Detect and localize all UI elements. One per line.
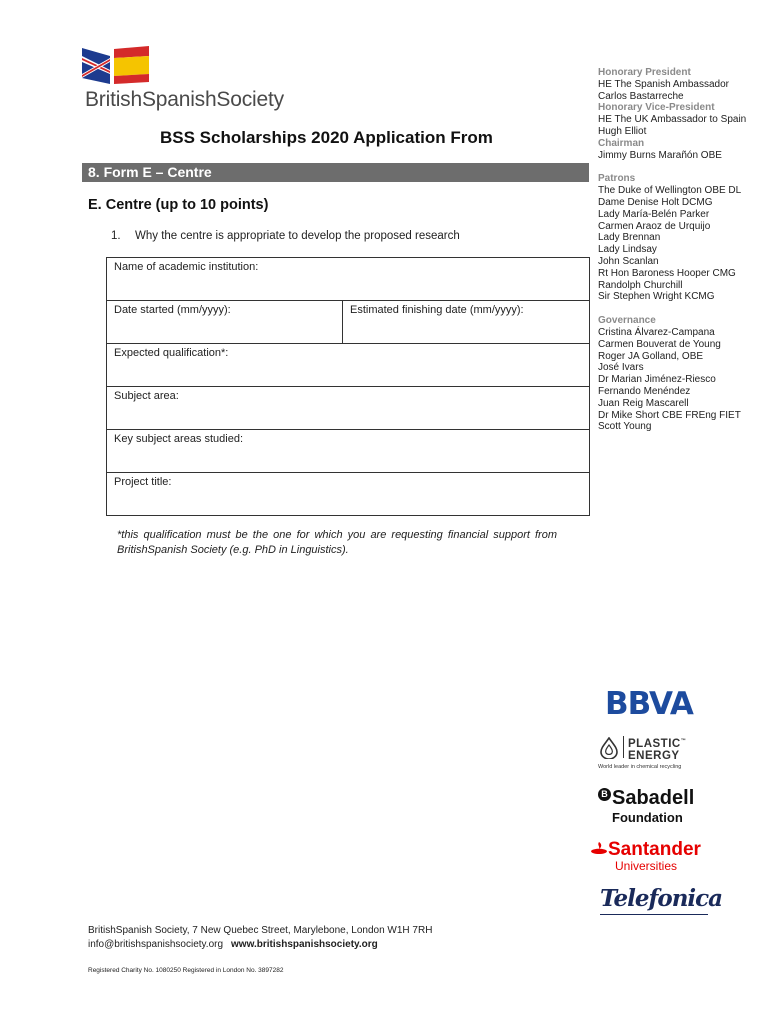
qualification-field[interactable] xyxy=(107,344,590,387)
sabadell-foundation-word: Foundation xyxy=(612,810,683,825)
list-item: Lady Brennan xyxy=(598,232,661,244)
telefonica-logo: Telefonica xyxy=(600,885,723,912)
list-item: Dr Marian Jiménez-Riesco xyxy=(598,374,716,386)
project-title-field[interactable] xyxy=(107,473,590,516)
trademark-mark: ™ xyxy=(680,738,687,744)
sabadell-word: Sabadell xyxy=(612,787,695,809)
sabadell-b-mark: B xyxy=(598,788,611,801)
plastic-divider xyxy=(623,736,624,758)
list-item: HE The UK Ambassador to Spain xyxy=(598,114,747,126)
santander-universities-word: Universities xyxy=(615,859,678,873)
key-subjects-field[interactable] xyxy=(107,430,590,473)
sidebar-officers xyxy=(598,67,770,433)
list-item: HE The Spanish Ambassador xyxy=(598,78,730,90)
footer-registration: Registered Charity No. 1080250 Registered in London No. 3897282 xyxy=(88,967,284,974)
list-item: Carmen Araoz de Urquijo xyxy=(598,220,711,232)
plastic-energy-logo xyxy=(628,735,686,762)
governance-label: Governance xyxy=(598,315,656,327)
list-item: Juan Reig Mascarell xyxy=(598,397,689,409)
list-item: Cristina Álvarez-Campana xyxy=(598,326,715,338)
logo-wordmark: BritishSpanishSociety xyxy=(85,88,284,111)
plastic-word: PLASTIC xyxy=(628,737,681,750)
institution-label: Name of academic institution: xyxy=(114,261,259,273)
list-item: Rt Hon Baroness Hooper CMG xyxy=(598,267,736,279)
list-item: Carmen Bouverat de Young xyxy=(598,338,721,350)
list-item: Lady María-Belén Parker xyxy=(598,208,710,220)
honorary-vp-label: Honorary Vice-President xyxy=(598,102,715,114)
plastic-energy-tagline: World leader in chemical recycling xyxy=(598,764,682,770)
footer-contact xyxy=(88,939,378,950)
date-finishing-field[interactable] xyxy=(343,301,590,344)
date-started-field[interactable] xyxy=(107,301,343,344)
date-finishing-label: Estimated finishing date (mm/yyyy): xyxy=(350,304,524,316)
question-1 xyxy=(111,230,460,242)
list-item: John Scanlan xyxy=(598,255,659,267)
list-item: Fernando Menéndez xyxy=(598,385,691,397)
list-item: José Ivars xyxy=(598,362,644,374)
honorary-president-label: Honorary President xyxy=(598,67,691,78)
key-subjects-label: Key subject areas studied: xyxy=(114,433,244,445)
subject-area-label: Subject area: xyxy=(114,390,179,402)
question-text: Why the centre is appropriate to develop the proposed research xyxy=(135,230,460,242)
british-spanish-society-logo xyxy=(82,46,322,126)
date-started-label: Date started (mm/yyyy): xyxy=(114,304,231,316)
list-item: Hugh Elliot xyxy=(598,125,647,137)
footer-website-link[interactable]: www.britishspanishsociety.org xyxy=(231,939,378,950)
list-item: Lady Lindsay xyxy=(598,244,657,256)
energy-word: ENERGY xyxy=(628,749,680,762)
list-item: Dr Mike Short CBE FREng FIET xyxy=(598,409,741,421)
qualification-footnote: *this qualification must be the one for which you are requesting financial support from BritishSpanish Society (e.g. PhD in Linguistics). xyxy=(117,529,557,556)
santander-logo xyxy=(590,839,701,861)
list-item: Carlos Bastarreche xyxy=(598,90,684,102)
section-header: 8. Form E – Centre xyxy=(82,163,589,182)
institution-field[interactable] xyxy=(107,258,590,301)
list-item: Sir Stephen Wright KCMG xyxy=(598,291,715,303)
chairman-label: Chairman xyxy=(598,137,645,149)
subsection-heading: E. Centre (up to 10 points) xyxy=(88,197,269,213)
qualification-label: Expected qualification*: xyxy=(114,347,229,359)
sabadell-logo xyxy=(598,787,694,810)
santander-word: Santander xyxy=(608,839,701,860)
telefonica-underline xyxy=(600,914,708,915)
list-item: Dame Denise Holt DCMG xyxy=(598,196,713,208)
footer-address: BritishSpanish Society, 7 New Quebec Street, Marylebone, London W1H 7RH xyxy=(88,925,433,936)
centre-form-table xyxy=(106,257,590,516)
question-number: 1. xyxy=(111,230,121,242)
list-item: Jimmy Burns Marañón OBE xyxy=(598,149,722,161)
santander-flame-icon xyxy=(590,841,608,857)
list-item: Randolph Churchill xyxy=(598,279,683,291)
footer-email-link[interactable]: info@britishspanishsociety.org xyxy=(88,939,224,950)
list-item: The Duke of Wellington OBE DL xyxy=(598,185,742,197)
list-item: Scott Young xyxy=(598,421,652,433)
page-title: BSS Scholarships 2020 Application From xyxy=(160,128,493,147)
bbva-logo: BBVA xyxy=(605,686,693,722)
subject-area-field[interactable] xyxy=(107,387,590,430)
project-title-label: Project title: xyxy=(114,476,172,488)
list-item: Roger JA Golland, OBE xyxy=(598,350,704,362)
plastic-energy-drop-icon xyxy=(598,737,620,759)
patrons-label: Patrons xyxy=(598,173,636,185)
